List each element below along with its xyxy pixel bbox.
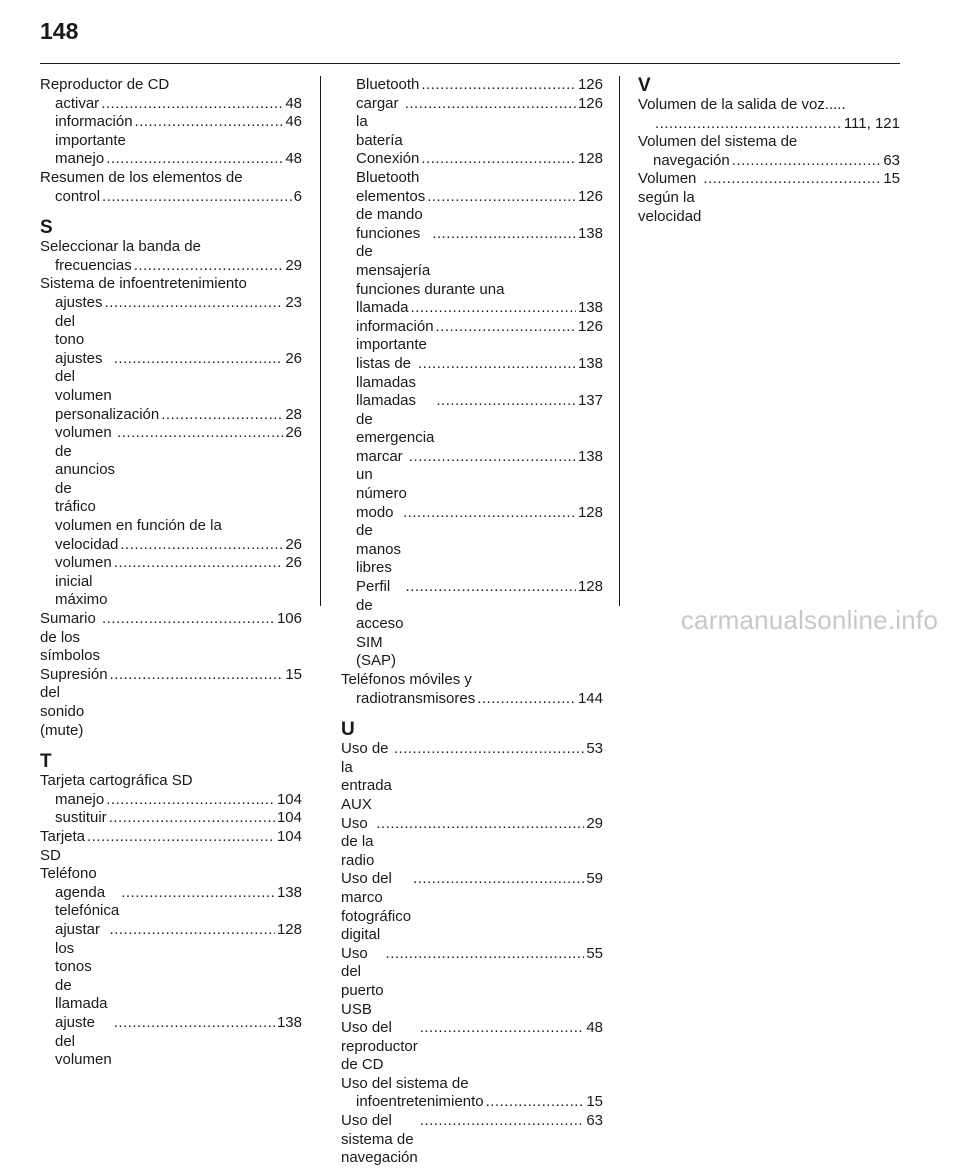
index-entry xyxy=(40,666,302,740)
index-entry xyxy=(341,870,603,944)
index-page-ref: 111, 121 xyxy=(843,114,900,132)
index-term: ajustes del volumen xyxy=(55,349,112,404)
dot-leader xyxy=(394,740,584,759)
index-page-ref: 126 xyxy=(577,76,603,93)
dot-leader xyxy=(732,152,882,171)
column-separator xyxy=(619,76,620,606)
index-subentry xyxy=(40,1014,302,1070)
index-term: infoentretenimiento xyxy=(356,1093,484,1111)
index-entry xyxy=(40,238,302,257)
index-page-ref: 106 xyxy=(276,610,302,628)
index-subentry xyxy=(40,350,302,406)
index-entry xyxy=(341,1112,603,1168)
index-term: ajustes del tono xyxy=(55,293,103,349)
index-subentry xyxy=(341,1093,603,1112)
index-entry xyxy=(341,1019,603,1075)
index-term: manejo xyxy=(55,150,105,168)
index-term: Bluetooth xyxy=(356,76,420,93)
index-subentry xyxy=(40,884,302,921)
index-entry xyxy=(341,671,603,690)
index-subentry xyxy=(40,188,302,207)
dot-leader xyxy=(413,870,584,889)
index-subentry xyxy=(341,355,603,392)
index-term: Volumen de la salida de voz xyxy=(638,96,825,113)
index-letter-heading: T xyxy=(40,751,52,773)
dot-leader xyxy=(102,188,292,207)
dot-leader: ..... xyxy=(824,96,846,113)
index-subentry xyxy=(341,318,603,355)
index-term: listas de llamadas xyxy=(356,354,417,391)
index-page-ref: 28 xyxy=(285,405,302,423)
index-page-ref: 26 xyxy=(285,535,302,553)
dot-leader xyxy=(436,392,576,411)
dot-leader xyxy=(101,95,283,114)
index-term: Volumen del sistema de xyxy=(638,133,798,151)
index-page-ref: 15 xyxy=(883,170,900,188)
index-subentry xyxy=(40,95,302,114)
index-term: Tarjeta SD xyxy=(40,827,86,864)
dot-leader xyxy=(87,828,275,847)
index-term: modo de manos libres xyxy=(356,503,402,577)
index-subentry xyxy=(638,115,900,134)
dot-leader xyxy=(477,690,576,709)
dot-leader xyxy=(427,188,576,207)
dot-leader xyxy=(120,536,283,555)
index-entry xyxy=(40,76,302,95)
index-term: Teléfonos móviles y xyxy=(341,671,472,688)
index-term: Conexión Bluetooth xyxy=(356,150,420,186)
index-letter-heading: S xyxy=(40,217,53,239)
dot-leader xyxy=(655,115,842,134)
index-letter-heading: V xyxy=(638,75,651,96)
header-rule xyxy=(40,63,900,64)
dot-leader xyxy=(406,578,576,597)
dot-leader xyxy=(102,610,275,629)
index-subentry xyxy=(40,791,302,810)
index-term: llamadas de emergencia xyxy=(356,392,435,447)
index-entry xyxy=(341,815,603,871)
index-page-ref: 23 xyxy=(285,293,302,311)
index-subentry xyxy=(40,536,302,555)
index-term: Uso de la entrada AUX xyxy=(341,740,392,813)
index-page-ref: 138 xyxy=(577,447,603,465)
dot-leader xyxy=(114,1014,275,1033)
index-page-ref: 29 xyxy=(586,814,603,832)
index-page-ref: 53 xyxy=(586,740,603,758)
index-term: personalización xyxy=(55,405,160,423)
index-entry xyxy=(40,169,302,188)
index-subentry xyxy=(341,504,603,578)
index-subentry xyxy=(40,517,302,536)
index-term: frecuencias xyxy=(55,256,132,274)
index-subentry xyxy=(341,392,603,448)
index-page-ref: 137 xyxy=(577,392,603,410)
index-entry xyxy=(341,1075,603,1094)
index-term: activar xyxy=(55,94,100,112)
dot-leader xyxy=(420,1112,585,1131)
index-term: Uso del sistema de xyxy=(341,1074,469,1092)
dot-leader xyxy=(421,150,576,169)
index-term: Sumario de los símbolos xyxy=(40,610,101,665)
index-page-ref: 59 xyxy=(586,870,603,888)
index-term: navegación xyxy=(653,151,730,169)
dot-leader xyxy=(109,809,275,828)
index-column-2 xyxy=(341,76,603,1168)
dot-leader xyxy=(421,76,576,95)
index-term: velocidad xyxy=(55,535,119,553)
index-term: manejo xyxy=(55,790,105,808)
dot-leader xyxy=(405,95,576,114)
dot-leader xyxy=(386,945,585,964)
index-term: elementos de mando xyxy=(356,187,426,224)
index-entry xyxy=(40,275,302,294)
index-page-ref: 15 xyxy=(285,665,302,683)
index-term: marcar un número xyxy=(356,447,407,503)
index-entry xyxy=(341,740,603,814)
index-subentry xyxy=(40,257,302,276)
dot-leader xyxy=(432,225,576,244)
index-page-ref: 128 xyxy=(577,503,603,521)
index-subentry xyxy=(341,448,603,504)
index-page-ref: 26 xyxy=(285,554,302,572)
dot-leader xyxy=(135,113,284,132)
dot-leader xyxy=(110,666,284,685)
index-page-ref: 128 xyxy=(276,920,302,938)
index-subentry xyxy=(40,113,302,150)
dot-leader xyxy=(486,1093,585,1112)
dot-leader xyxy=(110,921,275,940)
index-page-ref: 26 xyxy=(285,424,302,442)
index-term: funciones durante una xyxy=(356,280,505,298)
index-subentry xyxy=(40,150,302,169)
index-subentry xyxy=(341,281,603,300)
index-entry xyxy=(638,170,900,226)
dot-leader xyxy=(134,257,284,276)
index-subentry xyxy=(40,554,302,610)
index-term: volumen de anuncios de tráfico xyxy=(55,424,116,516)
index-column-3 xyxy=(638,76,900,226)
index-entry xyxy=(638,133,900,152)
index-page-ref: 126 xyxy=(577,94,603,112)
index-subentry xyxy=(341,95,603,151)
index-term: agenda telefónica xyxy=(55,883,120,920)
index-page-ref: 55 xyxy=(586,944,603,962)
index-term: Resumen de los elementos de xyxy=(40,168,243,186)
dot-leader xyxy=(117,424,283,443)
index-subentry xyxy=(341,150,603,187)
index-term: control xyxy=(55,187,101,205)
dot-leader xyxy=(114,554,284,573)
index-page-ref: 128 xyxy=(577,150,603,168)
index-term: Uso del reproductor de CD xyxy=(341,1019,418,1074)
index-term: información importante xyxy=(55,113,133,149)
index-subentry xyxy=(40,406,302,425)
index-entry xyxy=(40,865,302,884)
dot-leader xyxy=(376,815,584,834)
index-page-ref: 48 xyxy=(285,150,302,168)
dot-leader xyxy=(418,355,576,374)
watermark-text: carmanualsonline.info xyxy=(680,605,938,635)
index-subentry xyxy=(341,76,603,95)
index-page-ref: 138 xyxy=(577,299,603,317)
index-page-ref: 128 xyxy=(577,578,603,596)
index-page-ref: 138 xyxy=(577,224,603,242)
index-page-ref: 48 xyxy=(285,94,302,112)
index-page-ref: 6 xyxy=(293,187,302,205)
index-page-ref: 104 xyxy=(276,827,302,845)
index-term: Seleccionar la banda de xyxy=(40,238,201,256)
index-subentry xyxy=(341,225,603,281)
dot-leader xyxy=(114,350,284,369)
dot-leader xyxy=(106,791,275,810)
index-page-ref: 46 xyxy=(285,113,302,131)
index-term: radiotransmisores xyxy=(356,689,476,707)
dot-leader xyxy=(409,448,576,467)
index-entry xyxy=(40,828,302,865)
index-page-ref: 63 xyxy=(883,151,900,169)
index-term: cargar la batería xyxy=(356,94,403,149)
dot-leader xyxy=(703,170,881,189)
index-term: llamada xyxy=(356,299,409,317)
dot-leader xyxy=(161,406,283,425)
index-term: ajustar los tonos de llamada xyxy=(55,920,108,1013)
dot-leader xyxy=(105,294,284,313)
dot-leader xyxy=(420,1019,585,1038)
dot-leader xyxy=(106,150,283,169)
index-term: Uso del marco fotográfico digital xyxy=(341,870,412,944)
index-page-ref: 48 xyxy=(586,1019,603,1037)
dot-leader xyxy=(436,318,576,337)
dot-leader xyxy=(411,299,576,318)
index-page-ref: 126 xyxy=(577,317,603,335)
index-term: sustituir xyxy=(55,809,107,827)
dot-leader xyxy=(121,884,275,903)
index-page-ref: 138 xyxy=(577,354,603,372)
index-term: volumen en función de la xyxy=(55,517,222,535)
index-subentry xyxy=(40,809,302,828)
index-term: Uso del sistema de navegación xyxy=(341,1112,418,1167)
index-subentry xyxy=(40,921,302,1014)
dot-leader xyxy=(403,504,576,523)
index-term: Tarjeta cartográfica SD xyxy=(40,772,193,790)
index-term: Reproductor de CD xyxy=(40,76,170,93)
index-subentry xyxy=(40,294,302,350)
index-entry xyxy=(341,945,603,1019)
index-term: Uso del puerto USB xyxy=(341,944,384,1018)
index-term: volumen inicial máximo xyxy=(55,554,112,609)
index-term: Teléfono xyxy=(40,865,97,883)
index-term: ajuste del volumen xyxy=(55,1013,112,1069)
index-subentry xyxy=(341,578,603,671)
index-term: Sistema de infoentretenimiento xyxy=(40,275,247,293)
index-page-ref: 26 xyxy=(285,349,302,367)
index-subentry xyxy=(40,424,302,517)
column-separator xyxy=(320,76,321,606)
index-letter-heading: U xyxy=(341,719,355,741)
index-subentry xyxy=(638,152,900,171)
index-subentry xyxy=(341,188,603,225)
index-page-ref: 63 xyxy=(586,1112,603,1130)
index-entry xyxy=(40,610,302,666)
page-number: 148 xyxy=(40,18,79,44)
index-page-ref: 138 xyxy=(276,883,302,901)
index-entry xyxy=(638,96,900,115)
index-page-ref: 29 xyxy=(285,256,302,274)
index-term: Uso de la radio xyxy=(341,814,375,869)
index-term: información importante xyxy=(356,317,434,354)
index-page-ref: 15 xyxy=(586,1093,603,1111)
index-entry xyxy=(40,772,302,791)
index-page-ref: 144 xyxy=(577,689,603,707)
index-term: Volumen según la velocidad xyxy=(638,170,702,225)
index-term: Supresión del sonido (mute) xyxy=(40,665,108,739)
index-subentry xyxy=(341,690,603,709)
index-subentry xyxy=(341,299,603,318)
index-page-ref: 126 xyxy=(577,187,603,205)
index-page-ref: 104 xyxy=(276,809,302,827)
index-page-ref: 104 xyxy=(276,790,302,808)
index-column-1 xyxy=(40,76,302,1070)
index-term: funciones de mensajería xyxy=(356,224,431,279)
index-page-ref: 138 xyxy=(276,1013,302,1031)
index-term: Perfil de acceso SIM (SAP) xyxy=(356,578,404,670)
